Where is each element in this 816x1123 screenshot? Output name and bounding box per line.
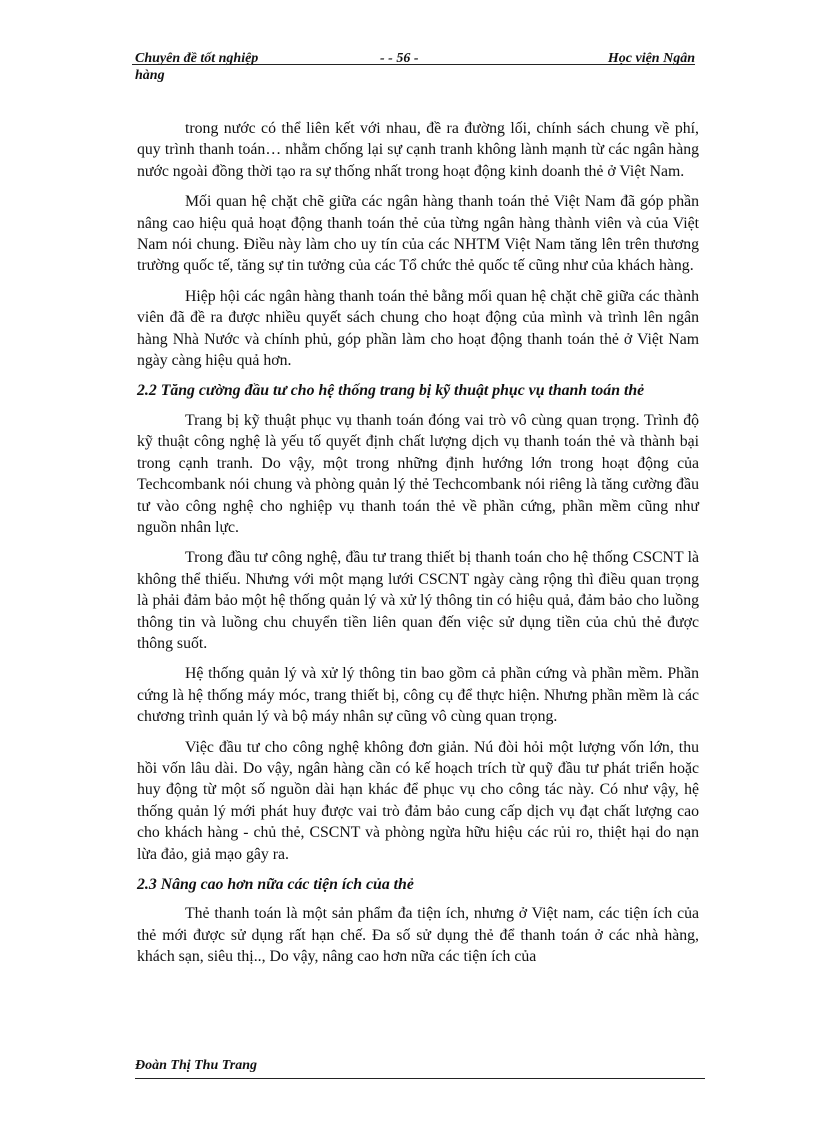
header-thesis-title: Chuyên đề tốt nghiệp — [135, 51, 259, 66]
paragraph: trong nước có thể liên kết với nhau, đề ra đường lối, chính sách chung về phí, quy trình thanh toán… nhằm chống lại sự cạnh tranh không lành mạnh từ các ngân hàng nước ngoài đồng thời tạo ra sự thống nhất trong hoạt động kinh doanh thẻ ở Việt Nam. — [137, 120, 699, 180]
section-heading-2-3: 2.3 Nâng cao hơn nữa các tiện ích của thẻ — [137, 876, 414, 893]
footer-rule — [135, 1078, 705, 1079]
header-rule — [132, 64, 695, 65]
paragraph: Hệ thống quản lý và xử lý thông tin bao gồm cả phần cứng và phần mềm. Phần cứng là hệ thống máy móc, trang thiết bị, công cụ để thực hiện. Nhưng phần mềm là các chương trình quản lý và bộ máy nhân sự cũng vô cùng quan trọng. — [137, 665, 699, 726]
header-institution-continued: hàng — [135, 68, 165, 83]
footer-author: Đoàn Thị Thu Trang — [135, 1058, 258, 1073]
paragraph: Trong đầu tư công nghệ, đầu tư trang thiết bị thanh toán cho hệ thống CSCNT là không thể thiếu. Nhưng với một mạng lưới CSCNT ngày càng rộng thì điều quan trọng là phải đảm bảo một hệ thống quản lý và xử lý thông tin có hiệu quả, đảm bảo cho luồng thông tin và luồng chu chuyển tiền liên quan đến việc sử dụng tiền của chủ thẻ được thông suốt. — [137, 549, 699, 652]
section-heading-2-2: 2.2 Tăng cường đầu tư cho hệ thống trang bị kỹ thuật phục vụ thanh toán thẻ — [137, 382, 645, 400]
page-body — [137, 118, 699, 977]
page-header — [135, 50, 695, 90]
paragraph: Việc đầu tư cho công nghệ không đơn giản. Nú đòi hỏi một lượng vốn lớn, thu hồi vốn lâu dài. Do vậy, ngân hàng cần có kế hoạch trích từ quỹ đầu tư phát triển hoặc huy động từ một số nguồn dài hạn khác để phục vụ cho công tác này. Có như vậy, hệ thống quản lý mới phát huy được vai trò đảm bảo cung cấp dịch vụ đạt chất lượng cao cho khách hàng - chủ thẻ, CSCNT và phòng ngừa hữu hiệu các rủi ro, thiệt hại do nạn lừa đảo, giả mạo gây ra. — [137, 738, 699, 863]
header-page-number: - - 56 - — [380, 51, 419, 66]
page-footer — [135, 1058, 705, 1082]
paragraph: Mối quan hệ chặt chẽ giữa các ngân hàng thanh toán thẻ Việt Nam đã góp phần nâng cao hiệu quả hoạt động thanh toán thẻ của từng ngân hàng thành viên và của Việt Nam nói chung. Điều này làm cho uy tín của các NHTM Việt Nam tăng lên trên thương trường quốc tế, tăng sự tin tưởng của các Tổ chức thẻ quốc tế cũng như của khách hàng. — [137, 193, 699, 275]
paragraph: Hiệp hội các ngân hàng thanh toán thẻ bằng mối quan hệ chặt chẽ giữa các thành viên đã đề ra được nhiều quyết sách chung cho hoạt động của mình và trình lên ngân hàng Nhà Nước và chính phủ, góp phần làm cho hoạt động thanh toán thẻ ở Việt Nam ngày càng hiệu quả hơn. — [137, 287, 699, 370]
paragraph: Thẻ thanh toán là một sản phẩm đa tiện ích, nhưng ở Việt nam, các tiện ích của thẻ mới được sử dụng rất hạn chế. Đa số sử dụng thẻ để thanh toán ở các nhà hàng, khách sạn, siêu thị.., Do vậy, nâng cao hơn nữa các tiện ích của — [137, 905, 699, 966]
paragraph: Trang bị kỹ thuật phục vụ thanh toán đóng vai trò vô cùng quan trọng. Trình độ kỹ thuật công nghệ là yếu tố quyết định chất lượng dịch vụ thanh toán thẻ và thành bại trong cạnh tranh. Do vậy, một trong những định hướng lớn trong hoạt động của Techcombank nói chung và phòng quản lý thẻ Techcombank nói riêng là tăng cường đầu tư vào công nghệ cho nghiệp vụ thanh toán thẻ về phần cứng, phần mềm cũng như nguồn nhân lực. — [137, 411, 699, 536]
header-institution: Học viện Ngân — [607, 51, 695, 66]
